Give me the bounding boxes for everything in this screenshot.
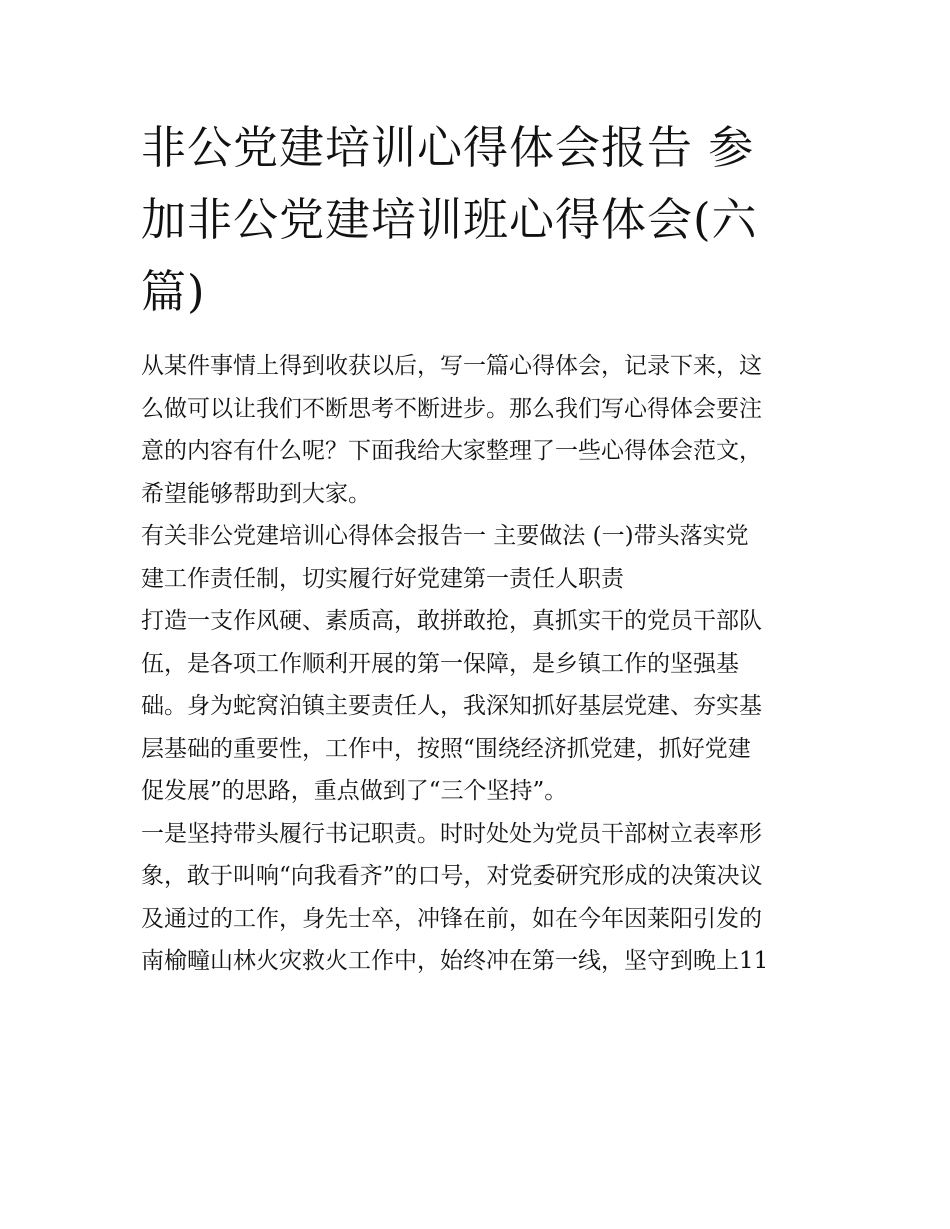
text-line: 及通过的工作，身先士卒，冲锋在前，如在今年因莱阳引发的 bbox=[141, 905, 762, 932]
title-line: 加非公党建培训班心得体会(六 bbox=[141, 193, 758, 246]
text-line: 象，敢于叫响“向我看齐”的口号，对党委研究形成的决策决议 bbox=[141, 863, 763, 889]
text-line: 建工作责任制，切实履行好党建第一责任人职责 bbox=[141, 565, 624, 592]
document-body bbox=[141, 345, 811, 983]
document-title bbox=[141, 112, 811, 328]
text-line: 打造一支作风硬、素质高，敢拼敢抢，真抓实干的党员干部队 bbox=[141, 608, 762, 634]
title-line: 篇) bbox=[141, 265, 206, 318]
text-line: 促发展”的思路，重点做到了“三个坚持”。 bbox=[141, 778, 568, 804]
text-line: 南榆疃山林火灾救火工作中，始终冲在第一线，坚守到晚上11 bbox=[141, 948, 769, 974]
text-line: 么做可以让我们不断思考不断进步。那么我们写心得体会要注 bbox=[141, 395, 762, 422]
text-line: 意的内容有什么呢？下面我给大家整理了一些心得体会范文， bbox=[141, 438, 762, 464]
text-line: 有关非公党建培训心得体会报告一 主要做法 (一)带头落实党 bbox=[141, 523, 749, 549]
title-line: 非公党建培训心得体会报告 参 bbox=[141, 121, 755, 174]
text-line: 一是坚持带头履行书记职责。时时处处为党员干部树立表率形 bbox=[141, 820, 762, 847]
intro-paragraph bbox=[141, 345, 811, 515]
body-paragraph bbox=[141, 600, 811, 813]
section-heading-paragraph bbox=[141, 515, 811, 600]
text-line: 层基础的重要性，工作中，按照“围绕经济抓党建，抓好党建 bbox=[141, 735, 751, 762]
text-line: 希望能够帮助到大家。 bbox=[141, 480, 371, 507]
body-paragraph bbox=[141, 813, 811, 983]
text-line: 从某件事情上得到收获以后，写一篇心得体会，记录下来，这 bbox=[141, 353, 762, 379]
text-line: 伍，是各项工作顺利开展的第一保障，是乡镇工作的坚强基 bbox=[141, 650, 739, 677]
text-line: 础。身为蛇窝泊镇主要责任人，我深知抓好基层党建、夯实基 bbox=[141, 693, 762, 719]
document-page bbox=[141, 112, 811, 983]
